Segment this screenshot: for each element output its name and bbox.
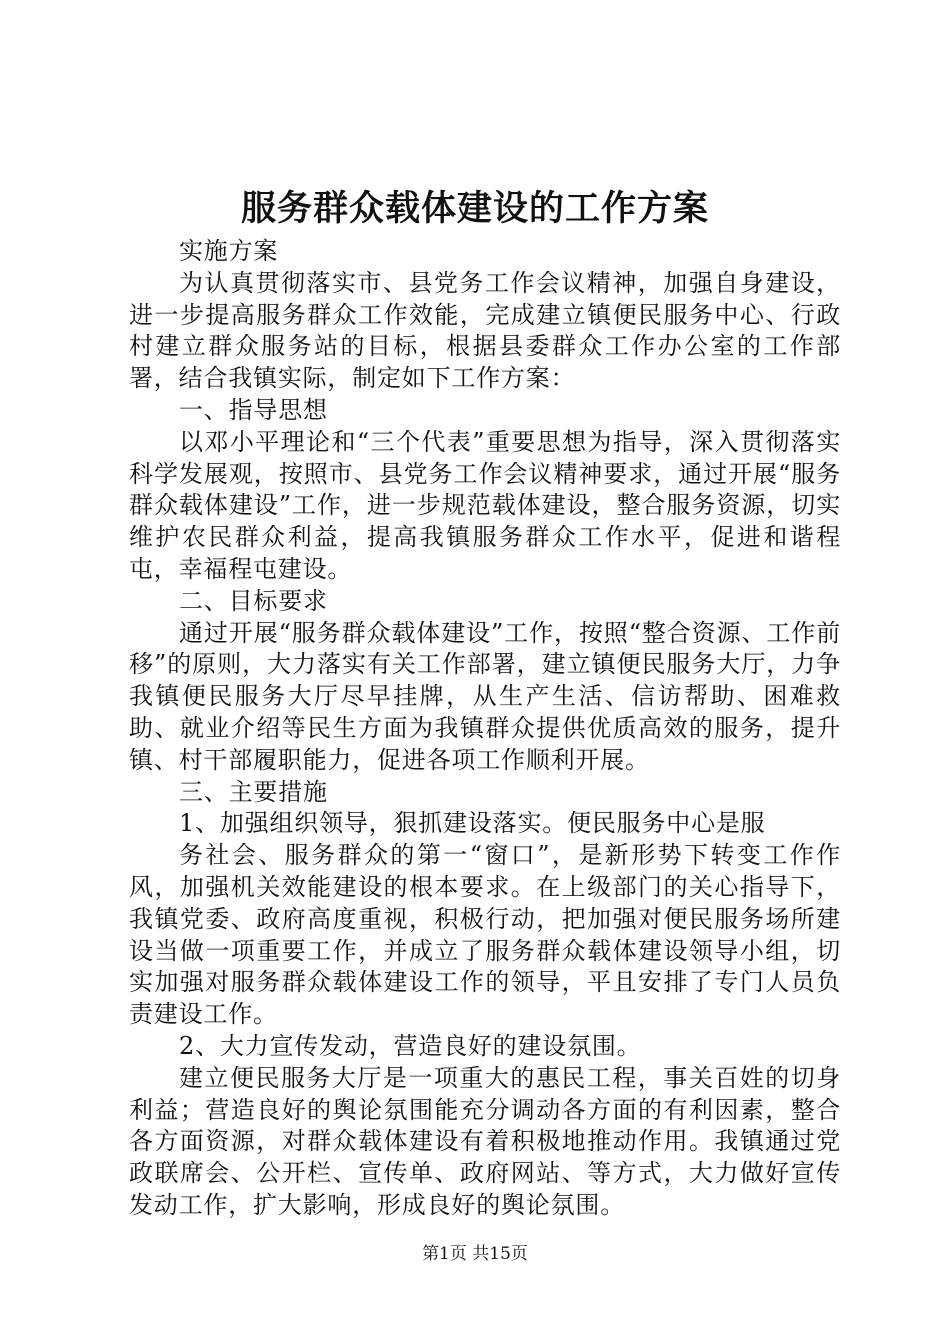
page-number-footer: 第1页 共15页 bbox=[422, 1244, 528, 1264]
heading-guiding-ideology: 一、指导思想 bbox=[179, 395, 328, 424]
heading-goals: 二、目标要求 bbox=[179, 586, 328, 615]
paragraph-measure-1-body: 务社会、服务群众的第一“窗口”，是新形势下转变工作作风，加强机关效能建设的根本要求。在上级部门的关心指导下，我镇党委、政府高度重视，积极行动，把加强对便民服务场所建设当做一项重要工作，并成立了服务群众载体建设领导小组，切实加强对服务群众载体建设工作的领导，平且安排了专门人员负责建设工作。 bbox=[129, 841, 841, 1029]
paragraph-measure-1-title: 1、加强组织领导，狠抓建设落实。便民服务中心是服 bbox=[179, 809, 766, 838]
paragraph-guiding-ideology: 以邓小平理论和“三个代表”重要思想为指导，深入贯彻落实科学发展观，按照市、县党务工作会议精神要求，通过开展“服务群众载体建设”工作，进一步规范载体建设，整合服务资源，切实维护农民群众利益，提高我镇服务群众工作水平，促进和谐程屯，幸福程屯建设。 bbox=[129, 427, 841, 583]
paragraph-measure-2-body: 建立便民服务大厅是一项重大的惠民工程，事关百姓的切身利益；营造良好的舆论氛围能充分调动各方面的有利因素，整合各方面资源，对群众载体建设有着积极地推动作用。我镇通过党政联席会、公开栏、宣传单、政府网站、等方式，大力做好宣传发动工作，扩大影响，形成良好的舆论氛围。 bbox=[129, 1063, 841, 1219]
paragraph-implementation-plan: 实施方案 bbox=[179, 237, 279, 265]
paragraph-intro: 为认真贯彻落实市、县党务工作会议精神，加强自身建设，进一步提高服务群众工作效能，完成建立镇便民服务中心、行政村建立群众服务站的目标，根据县委群众工作办公室的工作部署，结合我镇实际，制定如下工作方案： bbox=[129, 268, 841, 393]
paragraph-goals: 通过开展“服务群众载体建设”工作，按照“整合资源、工作前移”的原则，大力落实有关工作部署，建立镇便民服务大厅，力争我镇便民服务大厅尽早挂牌，从生产生活、信访帮助、困难救助、就业介绍等民生方面为我镇群众提供优质高效的服务，提升镇、村干部履职能力，促进各项工作顺利开展。 bbox=[129, 618, 841, 774]
document-body bbox=[129, 236, 841, 1222]
document-title: 服务群众载体建设的工作方案 bbox=[240, 188, 709, 229]
heading-main-measures: 三、主要措施 bbox=[179, 777, 328, 806]
paragraph-measure-2-title: 2、大力宣传发动，营造良好的建设氛围。 bbox=[179, 1031, 642, 1060]
